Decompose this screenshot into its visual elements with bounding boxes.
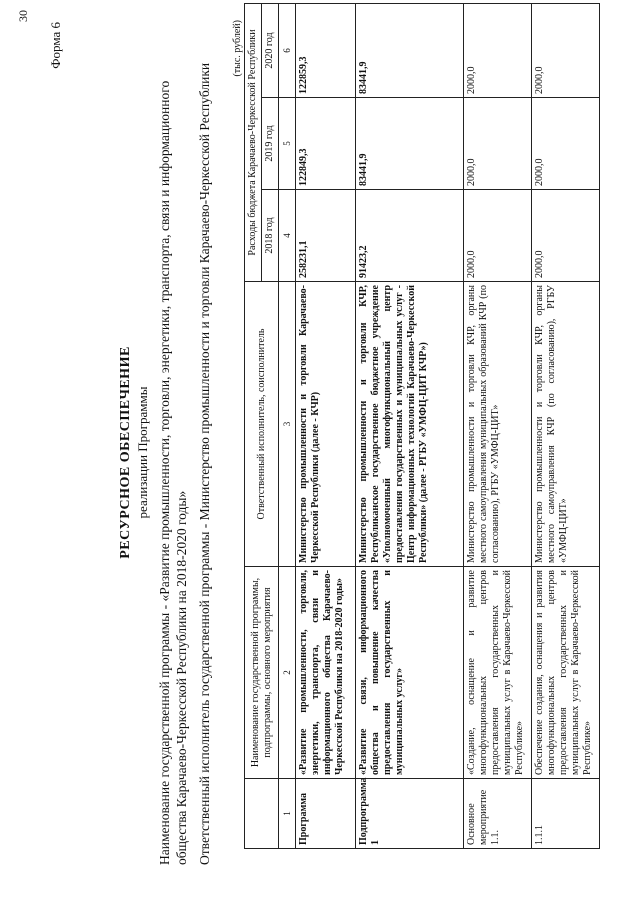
header-executor: Ответственный исполнитель, соисполнитель <box>245 282 279 567</box>
row-status: Основное мероприятие 1.1. <box>464 779 532 849</box>
col-number: 6 <box>279 3 296 97</box>
row-value-2018: 2000,0 <box>532 190 600 282</box>
row-value-2020: 2000,0 <box>532 3 600 97</box>
row-value-2018: 91423,2 <box>356 190 464 282</box>
executor-line: Ответственный исполнитель государственной программы - Министерство промышленности и торговли Карачаево-Черкесской Республики <box>197 62 212 865</box>
row-name: «Развитие промышленности, торговли, энергетики, транспорта, связи и информационного общества Карачаево-Черкесской Республики на 2018-2020 годы» <box>296 567 356 779</box>
row-value-2019: 2000,0 <box>532 98 600 190</box>
header-budget: Расходы бюджета Карачаево-Черкесской Республики <box>245 3 262 281</box>
header-name: Наименование государственной программы, подпрограммы, основного мероприятия <box>245 567 279 779</box>
col-number: 2 <box>279 567 296 779</box>
units-label: (тыс. рублей) <box>232 20 243 77</box>
row-value-2020: 2000,0 <box>464 3 532 97</box>
col-number: 3 <box>279 282 296 567</box>
row-executor: Министерство промышленности и торговли Карачаево-Черкесской Республики (далее - КЧР) <box>296 282 356 567</box>
header-year-2019: 2019 год <box>262 98 279 190</box>
col-number: 1 <box>279 779 296 849</box>
row-status: Подпрограмма 1 <box>356 779 464 849</box>
row-name: «Создание, оснащение и развитие многофункциональных центров предоставления государственных и муниципальных услуг в Карачаево-Черкесской Республике» <box>464 567 532 779</box>
document-subtitle: реализации Программы <box>135 386 150 519</box>
page-number: 30 <box>16 10 30 22</box>
row-value-2019: 2000,0 <box>464 98 532 190</box>
row-name: «Развитие связи, информационного общества и повышение качества предоставления государственных и муниципальных услуг» <box>356 567 464 779</box>
row-value-2018: 258231,1 <box>296 190 356 282</box>
col-number: 4 <box>279 190 296 282</box>
row-status: Программа <box>296 779 356 849</box>
table-row <box>464 3 532 848</box>
col-number: 5 <box>279 98 296 190</box>
row-executor: Министерство промышленности и торговли КЧР, органы местного самоуправления муниципальных образований КЧР (по согласованию), РГБУ «УМФЦ-ЦИТ» <box>464 282 532 567</box>
table-row <box>532 3 600 848</box>
table-row <box>356 3 464 848</box>
row-value-2020: 122859,3 <box>296 3 356 97</box>
header-status <box>245 779 279 849</box>
header-year-2020: 2020 год <box>262 3 279 97</box>
program-name-line: Наименование государственной программы - «Развитие промышленности, торговли, энергетики, транспорта, связи и информационного общества Карачаево-Черкесской Республики на 2018-2020 годы» <box>157 80 189 865</box>
table-row <box>296 3 356 848</box>
document-title: РЕСУРСНОЕ ОБЕСПЕЧЕНИЕ <box>118 346 133 559</box>
row-name: Обеспечение создания, оснащения и развития многофункциональных центров предоставления государственных и муниципальных услуг в Карачаево-Черкесской Республике» <box>532 567 600 779</box>
resource-table <box>244 3 600 849</box>
form-label: Форма 6 <box>48 22 63 69</box>
row-value-2019: 122849,3 <box>296 98 356 190</box>
row-value-2019: 83441,9 <box>356 98 464 190</box>
row-status: 1.1.1 <box>532 779 600 849</box>
header-year-2018: 2018 год <box>262 190 279 282</box>
row-executor: Министерство промышленности и торговли КЧР, органы местного самоуправления КЧР (по согласованию), РГБУ «УМФЦ-ЦИТ» <box>532 282 600 567</box>
row-executor: Министерство промышленности и торговли КЧР, Республиканское государственное бюджетное учреждение «Уполномоченный многофункциональный центр предоставления государственных и муниципальных услуг - Центр информационных технологий Карачаево-Черкесской Республики» (далее - РГБУ «УМФЦ-ЦИТ КЧР») <box>356 282 464 567</box>
row-value-2020: 83441,9 <box>356 3 464 97</box>
row-value-2018: 2000,0 <box>464 190 532 282</box>
